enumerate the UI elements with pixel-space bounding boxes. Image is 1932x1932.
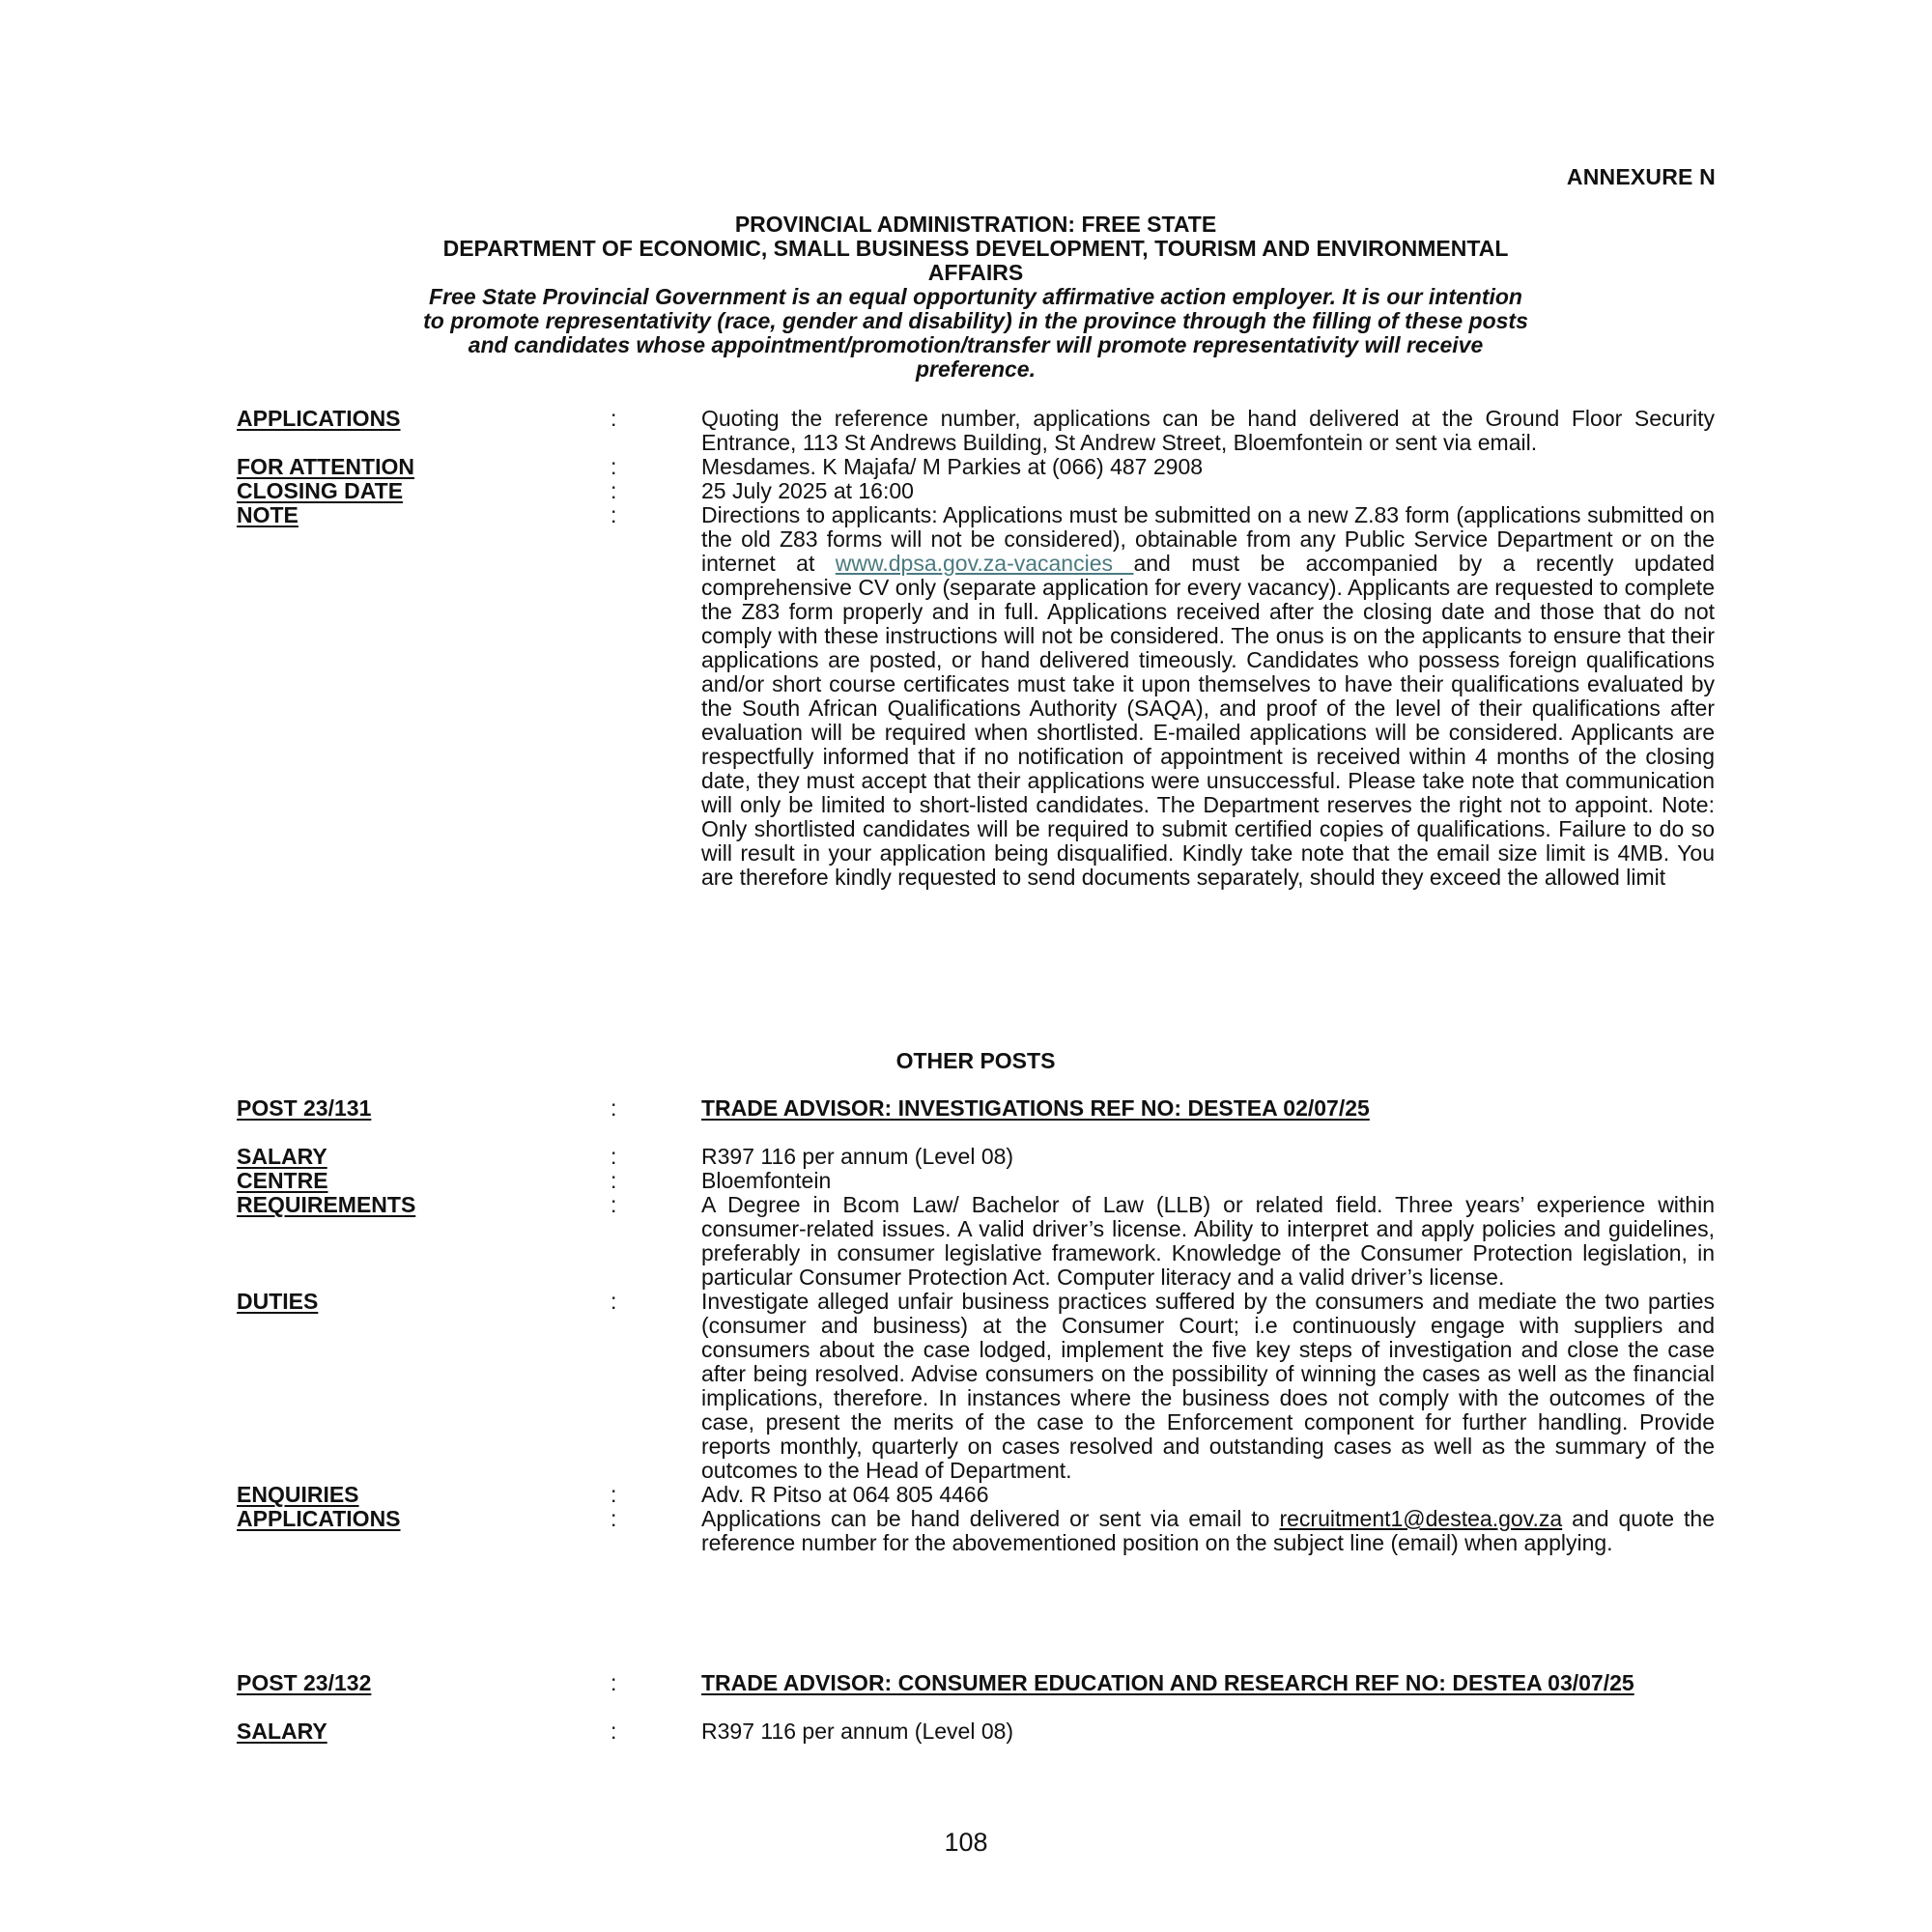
header-province: PROVINCIAL ADMINISTRATION: FREE STATE: [734, 212, 1217, 237]
colon: :: [611, 478, 617, 503]
salary-value: R397 116 per annum (Level 08): [701, 1719, 1014, 1744]
closing-date-value: 25 July 2025 at 16:00: [701, 478, 914, 503]
colon: :: [611, 406, 617, 431]
document-header: [237, 213, 1715, 382]
note-row: [237, 503, 1715, 890]
requirements-value: A Degree in Bcom Law/ Bachelor of Law (LLB) or related field. Three years’ experience within consumer-related issues. A valid driver’s license. Ability to interpret and apply policies and guidelines, preferably in consumer legislative framework. Knowledge of the Consumer Protection legislation, in particular Consumer Protection Act. Computer literacy and a valid driver’s license.: [701, 1192, 1715, 1290]
equity-statement-l3: and candidates whose appointment/promotion/transfer will promote representativity will receive: [468, 332, 1484, 357]
salary-label: SALARY: [237, 1144, 327, 1169]
dpsa-vacancies-link[interactable]: www.dpsa.gov.za-vacancies: [835, 551, 1134, 576]
colon: :: [611, 454, 617, 479]
centre-row: [237, 1169, 1715, 1193]
post-number: POST 23/131: [237, 1095, 372, 1121]
colon: :: [611, 1506, 617, 1531]
post-title-row: [237, 1096, 1715, 1121]
other-posts-heading: OTHER POSTS: [895, 1048, 1056, 1073]
colon: :: [611, 1670, 617, 1695]
colon: :: [611, 1289, 617, 1314]
colon: :: [611, 1192, 617, 1217]
for-attention-label: FOR ATTENTION: [237, 454, 414, 479]
salary-row: [237, 1719, 1715, 1744]
for-attention-value: Mesdames. K Majafa/ M Parkies at (066) 487 2908: [701, 454, 1204, 479]
equity-statement-l2: to promote representativity (race, gender and disability) in the province through the filling of these posts: [423, 308, 1528, 333]
requirements-label: REQUIREMENTS: [237, 1192, 416, 1217]
general-info: [237, 407, 1715, 890]
post-23-131: [237, 1096, 1715, 1555]
applications-row: [237, 407, 1715, 455]
colon: :: [611, 1095, 617, 1121]
duties-label: DUTIES: [237, 1289, 319, 1314]
salary-row: [237, 1145, 1715, 1169]
post-number: POST 23/132: [237, 1670, 372, 1695]
note-value: Directions to applicants: Applications must be submitted on a new Z.83 form (applications submitted on the old Z83 forms will not be considered), obtainable from any Public Service Department or on the internet at www.dpsa.gov.za-vacancies and must be accompanied by a recently updated comprehensive CV only (separate application for every vacancy). Applicants are requested to complete the Z83 form properly and in full. Applications received after the closing date and those that do not comply with these instructions will not be considered. The onus is on the applicants to ensure that their applications are posted, or hand delivered timeously. Candidates who possess foreign qualifications and/or short course certificates must take it upon themselves to have their qualifications evaluated by the South African Qualifications Authority (SAQA), and proof of the level of their qualifications after evaluation will be required when shortlisted. E-mailed applications will be considered. Applicants are respectfully informed that if no notification of appointment is received within 4 months of the closing date, they must accept that their applications were unsuccessful. Please take note that communication will only be limited to short-listed candidates. The Department reserves the right not to appoint. Note: Only shortlisted candidates will be required to submit certified copies of qualifications. Failure to do so will result in your application being disqualified. Kindly take note that the email size limit is 4MB. You are therefore kindly requested to send documents separately, should they exceed the allowed limit: [701, 502, 1715, 890]
applications-label: APPLICATIONS: [237, 406, 401, 431]
enquiries-value: Adv. R Pitso at 064 805 4466: [701, 1482, 989, 1507]
annexure-label: ANNEXURE N: [1566, 164, 1716, 189]
page-number: 108: [944, 1828, 988, 1857]
post-title-row: [237, 1671, 1715, 1695]
post-title: TRADE ADVISOR: INVESTIGATIONS REF NO: DESTEA 02/07/25: [701, 1095, 1370, 1121]
for-attention-row: [237, 455, 1715, 479]
post-applications-value: Applications can be hand delivered or sent via email to recruitment1@destea.gov.za and quote the reference number for the abovementioned position on the subject line (email) when applying.: [701, 1506, 1716, 1555]
post-23-132: [237, 1671, 1715, 1744]
closing-date-label: CLOSING DATE: [237, 478, 404, 503]
colon: :: [611, 502, 617, 527]
colon: :: [611, 1168, 617, 1193]
centre-value: Bloemfontein: [701, 1168, 832, 1193]
equity-statement-l4: preference.: [915, 356, 1036, 382]
applications-value: Quoting the reference number, applications can be hand delivered at the Ground Floor Security Entrance, 113 St Andrews Building, St Andrew Street, Bloemfontein or sent via email.: [701, 406, 1715, 455]
colon: :: [611, 1719, 617, 1744]
enquiries-label: ENQUIRIES: [237, 1482, 359, 1507]
post-title: TRADE ADVISOR: CONSUMER EDUCATION AND RESEARCH REF NO: DESTEA 03/07/25: [701, 1670, 1634, 1695]
colon: :: [611, 1482, 617, 1507]
colon: :: [611, 1144, 617, 1169]
duties-row: [237, 1290, 1715, 1483]
closing-date-row: [237, 479, 1715, 503]
salary-value: R397 116 per annum (Level 08): [701, 1144, 1014, 1169]
post-applications-row: [237, 1507, 1715, 1555]
equity-statement-l1: Free State Provincial Government is an equal opportunity affirmative action employer. It is our intention: [429, 284, 1522, 309]
header-department: DEPARTMENT OF ECONOMIC, SMALL BUSINESS DEVELOPMENT, TOURISM AND ENVIRONMENTAL: [442, 236, 1509, 261]
salary-label: SALARY: [237, 1719, 327, 1744]
duties-value: Investigate alleged unfair business practices suffered by the consumers and mediate the two parties (consumer and business) at the Consumer Court; i.e continuously engage with suppliers and consumers about the case lodged, implement the five key steps of investigation and close the case after being resolved. Advise consumers on the possibility of winning the cases as well as the financial implications, therefore. In instances where the business does not comply with the outcomes of the case, present the merits of the case to the Enforcement component for further handling. Provide reports monthly, quarterly on cases resolved and outstanding cases as well as the summary of the outcomes to the Head of Department.: [701, 1289, 1715, 1483]
requirements-row: [237, 1193, 1715, 1290]
recruitment-email-link[interactable]: recruitment1@destea.gov.za: [1279, 1506, 1563, 1531]
note-label: NOTE: [237, 502, 298, 527]
header-department-cont: AFFAIRS: [927, 260, 1024, 285]
enquiries-row: [237, 1483, 1715, 1507]
post-applications-label: APPLICATIONS: [237, 1506, 401, 1531]
centre-label: CENTRE: [237, 1168, 328, 1193]
